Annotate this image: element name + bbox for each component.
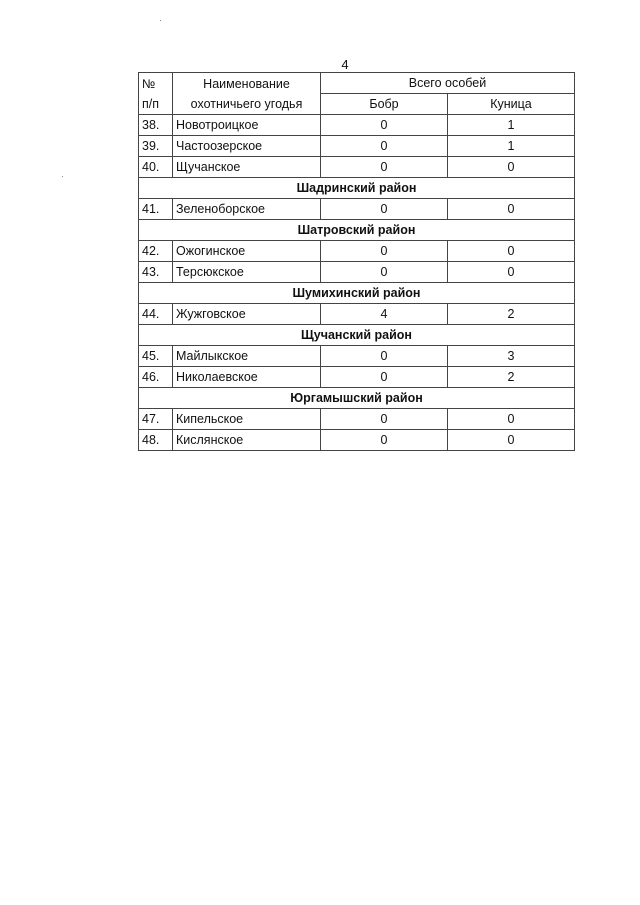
marten-count-cell: 0 <box>448 262 575 283</box>
marten-count-cell: 2 <box>448 367 575 388</box>
header-marten-cell: Куница <box>448 94 575 115</box>
district-row <box>139 283 575 304</box>
hunting-grounds-table <box>138 72 575 451</box>
row-number-cell: 39. <box>139 136 173 157</box>
row-number-cell: 42. <box>139 241 173 262</box>
beaver-count-cell: 0 <box>321 409 448 430</box>
table-row <box>139 430 575 451</box>
marten-count-cell: 3 <box>448 346 575 367</box>
header-name-line2: охотничьего угодья <box>190 96 303 111</box>
district-row <box>139 325 575 346</box>
table-row <box>139 115 575 136</box>
ground-name-cell: Жужговское <box>173 304 321 325</box>
ground-name-cell: Зеленоборское <box>173 199 321 220</box>
district-title: Шатровский район <box>139 220 575 241</box>
row-number-cell: 47. <box>139 409 173 430</box>
ground-name-cell: Майлыкское <box>173 346 321 367</box>
district-row <box>139 388 575 409</box>
district-title: Щучанский район <box>139 325 575 346</box>
table-row <box>139 157 575 178</box>
table-row <box>139 241 575 262</box>
row-number-cell: 44. <box>139 304 173 325</box>
table-row <box>139 262 575 283</box>
district-row <box>139 178 575 199</box>
header-num-line2: п/п <box>142 96 160 111</box>
beaver-count-cell: 0 <box>321 157 448 178</box>
ground-name-cell: Кислянское <box>173 430 321 451</box>
header-row <box>139 73 575 94</box>
beaver-count-cell: 0 <box>321 430 448 451</box>
district-title: Шумихинский район <box>139 283 575 304</box>
page-number: 4 <box>341 57 349 72</box>
scan-speck <box>62 176 63 177</box>
scan-speck <box>160 20 161 21</box>
marten-count-cell: 0 <box>448 157 575 178</box>
ground-name-cell: Новотроицкое <box>173 115 321 136</box>
row-number-cell: 43. <box>139 262 173 283</box>
header-num-cell <box>139 73 173 115</box>
district-title: Шадринский район <box>139 178 575 199</box>
ground-name-cell: Терсюкское <box>173 262 321 283</box>
header-beaver-cell: Бобр <box>321 94 448 115</box>
beaver-count-cell: 0 <box>321 115 448 136</box>
table-body <box>139 115 575 451</box>
beaver-count-cell: 0 <box>321 136 448 157</box>
ground-name-cell: Кипельское <box>173 409 321 430</box>
ground-name-cell: Ожогинское <box>173 241 321 262</box>
beaver-count-cell: 4 <box>321 304 448 325</box>
beaver-count-cell: 0 <box>321 241 448 262</box>
table-row <box>139 346 575 367</box>
ground-name-cell: Щучанское <box>173 157 321 178</box>
beaver-count-cell: 0 <box>321 262 448 283</box>
row-number-cell: 45. <box>139 346 173 367</box>
table-header <box>139 73 575 115</box>
table-row <box>139 136 575 157</box>
marten-count-cell: 0 <box>448 430 575 451</box>
header-total-cell: Всего особей <box>321 73 575 94</box>
header-name-line1: Наименование <box>203 76 290 91</box>
district-title: Юргамышский район <box>139 388 575 409</box>
beaver-count-cell: 0 <box>321 367 448 388</box>
row-number-cell: 38. <box>139 115 173 136</box>
row-number-cell: 40. <box>139 157 173 178</box>
header-name-cell <box>173 73 321 115</box>
marten-count-cell: 0 <box>448 199 575 220</box>
ground-name-cell: Частоозерское <box>173 136 321 157</box>
beaver-count-cell: 0 <box>321 346 448 367</box>
table-row <box>139 304 575 325</box>
row-number-cell: 46. <box>139 367 173 388</box>
marten-count-cell: 1 <box>448 136 575 157</box>
marten-count-cell: 0 <box>448 409 575 430</box>
marten-count-cell: 2 <box>448 304 575 325</box>
beaver-count-cell: 0 <box>321 199 448 220</box>
marten-count-cell: 1 <box>448 115 575 136</box>
marten-count-cell: 0 <box>448 241 575 262</box>
district-row <box>139 220 575 241</box>
row-number-cell: 48. <box>139 430 173 451</box>
table-row <box>139 367 575 388</box>
header-num-line1: № <box>142 76 156 91</box>
table-row <box>139 199 575 220</box>
table-row <box>139 409 575 430</box>
ground-name-cell: Николаевское <box>173 367 321 388</box>
row-number-cell: 41. <box>139 199 173 220</box>
